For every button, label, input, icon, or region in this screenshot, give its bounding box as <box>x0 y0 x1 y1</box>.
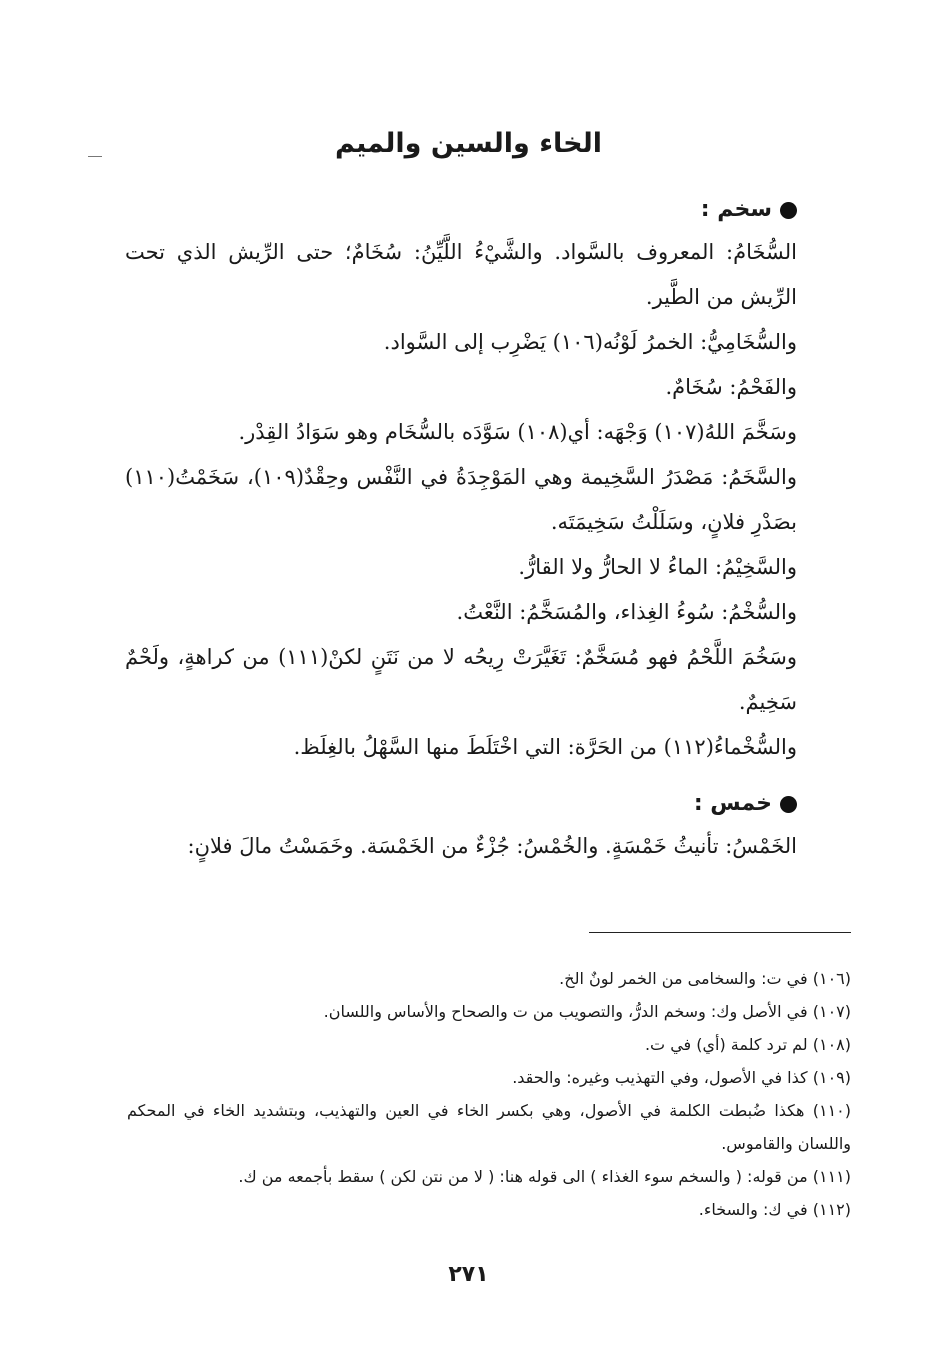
paragraph: وسَخُمَ اللَّحْمُ فهو مُسَخَّمٌ: تَغَيَّرَتْ رِيحُه لا من نَتَنٍ لكنْ(١١١) من كراهةٍ، ولَحْمٌ سَخِيمٌ. <box>125 645 797 714</box>
paragraph: والسُّخْمُ: سُوءُ الغِذاء، والمُسَخَّمُ: النَّعْتُ. <box>456 600 797 624</box>
paragraph: والسُّخْماءُ(١١٢) من الحَرَّة: التي اخْتَلَطَ منها السَّهْلُ بالغِلَظ. <box>293 735 797 759</box>
paragraph: والسُّخَامِيُّ: الخمرُ لَوْنُه(١٠٦) يَضْرِب إلى السَّواد. <box>383 330 797 354</box>
footnotes <box>127 962 851 1226</box>
entry-gap <box>125 770 797 784</box>
paragraph: السُّخَامُ: المعروف بالسَّواد. والشَّيْءُ اللَّيِّنُ: سُخَامٌ؛ حتى الرِّيش الذي تحت الرِّيش من الطَّير. <box>125 240 797 309</box>
entry-heading <box>125 784 797 824</box>
entry-heading-text: خمس : <box>693 791 772 816</box>
bullet-icon <box>780 202 797 219</box>
page-title: الخاء والسين والميم <box>334 128 603 159</box>
stray-mark <box>88 156 102 157</box>
footnote: (١٠٨) لم ترد كلمة (أي) في ت. <box>644 1035 851 1054</box>
paragraph: والسَّخَمُ: مَصْدَرُ السَّخِيمة وهي المَوْجِدَةُ في النَّفْس وحِقْدٌ(١٠٩)، سَخَمْتُ(١١٠) بصَدْرِ فلانٍ، وسَلَلْتُ سَخِيمَتَه. <box>125 465 797 534</box>
footnote: (١١٢) في ك: والسخاء. <box>698 1200 851 1219</box>
footnote: (١٠٧) في الأصل وك: وسخم الدرُّ، والتصويب من ت والصحاح والأساس واللسان. <box>323 1002 851 1021</box>
paragraph: وسَخَّمَ اللهُ(١٠٧) وَجْهَه: أي(١٠٨) سَوَّدَه بالسُّخَام وهو سَوَادُ القِدْر. <box>238 420 797 444</box>
paragraph: الخَمْسُ: تأنيثُ خَمْسَةٍ. والخُمْسُ: جُزْءٌ من الخَمْسَة. وخَمَسْتُ مالَ فلانٍ: <box>187 834 797 858</box>
footnote: (١١١) من قوله: ( والسخم سوء الغذاء ) الى قوله هنا: ( لا من نتن لكن ) سقط بأجمعه من ك. <box>238 1167 851 1186</box>
footnote: (١٠٩) كذا في الأصول، وفي التهذيب وغيره: والحقد. <box>512 1068 851 1087</box>
main-text <box>125 190 797 869</box>
paragraph: والفَحْمُ: سُخَامٌ. <box>665 375 797 399</box>
footnote: (١١٠) هكذا ضُبطت الكلمة في الأصول، وهي بكسر الخاء في العين والتهذيب، وبتشديد الخاء في المحكم واللسان والقاموس. <box>127 1101 851 1153</box>
footnote: (١٠٦) في ت: والسخامى من الخمر لونٌ الخ. <box>559 969 851 988</box>
bullet-icon <box>780 796 797 813</box>
entry-heading-text: سخم : <box>700 197 772 222</box>
paragraph: والسَّخِيْمُ: الماءُ لا الحارُّ ولا القارُّ. <box>518 555 797 579</box>
page-number: ٢٧١ <box>448 1262 489 1287</box>
entry-heading <box>125 190 797 230</box>
entry-khams <box>125 784 797 869</box>
footnote-separator <box>589 932 851 933</box>
entry-sakhm <box>125 190 797 770</box>
